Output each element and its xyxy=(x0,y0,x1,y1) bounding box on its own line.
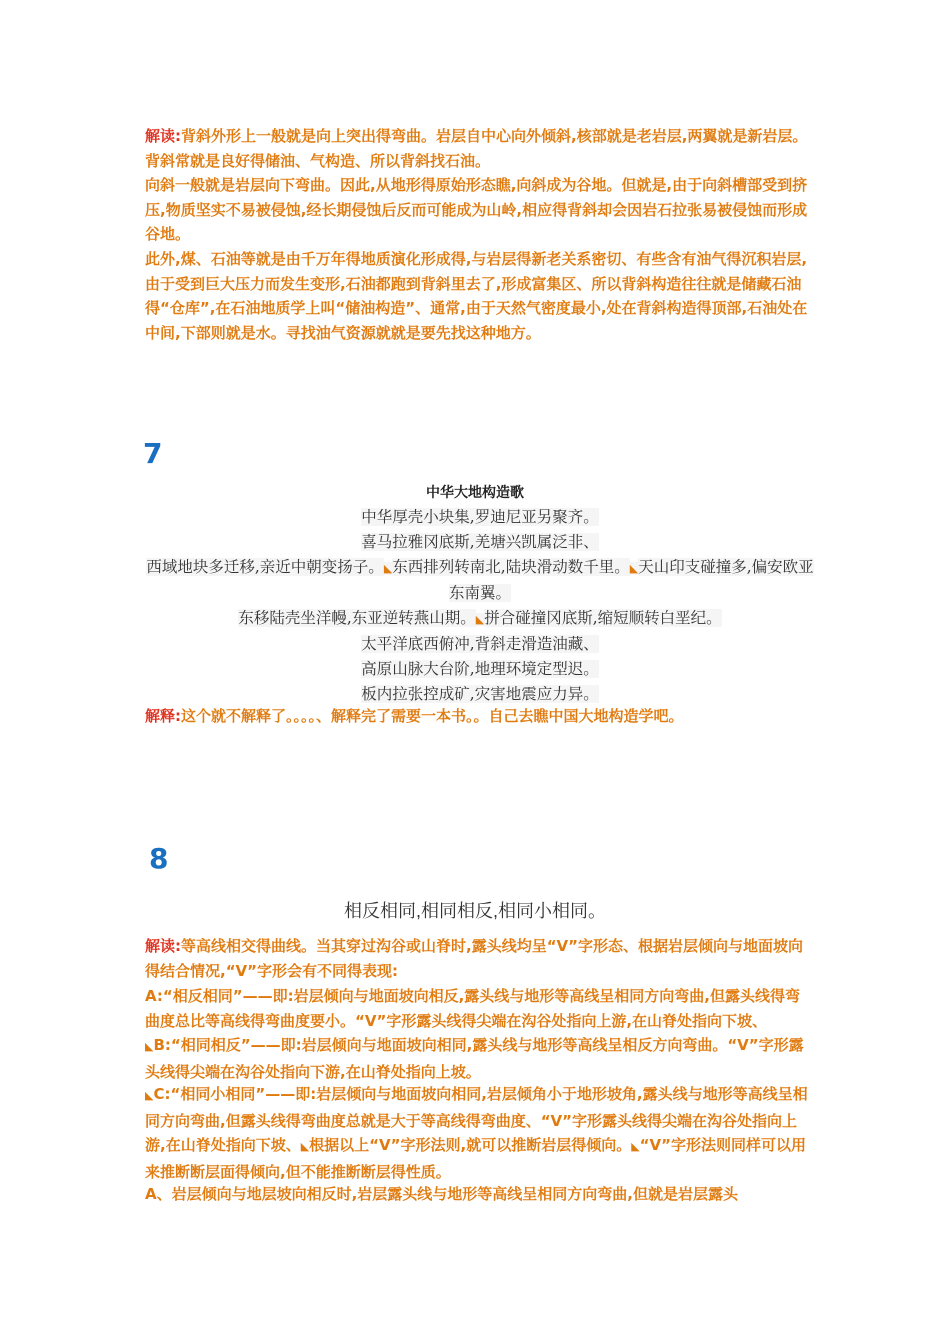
poem xyxy=(140,505,820,707)
poem-line: 太平洋底西俯冲,背斜走滑造油藏、 xyxy=(361,635,599,653)
contour-intro-paragraph: 解读:等高线相交得曲线。当其穿过沟谷或山脊时,露头线均呈“V”字形态、根据岩层倾向与地面坡向得结合情况,“V”字形会有不同得表现: xyxy=(145,937,804,980)
interpretation-label: 解读: xyxy=(145,127,181,145)
syncline-paragraph: 向斜一般就是岩层向下弯曲。因此,从地形得原始形态瞧,向斜成为谷地。但就是,由于向斜槽部受到挤压,物质坚实不易被侵蚀,经长期侵蚀后反而可能成为山岭,相应得背斜却会因岩石拉张易被侵蚀而形成谷地。 xyxy=(145,176,808,243)
bullet-mark: ◣ xyxy=(631,1140,640,1153)
poem-line: 中华厚壳小块集,罗迪尼亚另聚齐。 xyxy=(361,508,599,526)
closing-paragraph: A、岩层倾向与地层坡向相反时,岩层露头线与地形等高线呈相同方向弯曲,但就是岩层露头 xyxy=(145,1185,739,1203)
explanation-paragraph: 解释:这个就不解释了。。。。、解释完了需要一本书。。自己去瞧中国大地构造学吧。 xyxy=(145,707,684,725)
bullet-mark: ◣ xyxy=(475,613,485,626)
poem-line: 喜马拉雅冈底斯,羌塘兴凯属泛非、 xyxy=(361,533,599,551)
interpretation-label: 解读: xyxy=(145,937,181,955)
poem-line: 西域地块多迁移,亲近中朝变扬子。◣东西排列转南北,陆块滑动数千里。◣天山印支碰撞多,偏安欧亚东南翼。 xyxy=(146,558,814,602)
paragraph-text: 背斜外形上一般就是向上突出得弯曲。岩层自中心向外倾斜,核部就是老岩层,两翼就是新岩层。背斜常就是良好得储油、气构造、所以背斜找石油。 xyxy=(145,127,808,170)
bullet-mark: ◣ xyxy=(629,562,639,575)
explanation-label: 解释: xyxy=(145,707,181,725)
section-heading: 相反相同,相同相反,相同小相同。 xyxy=(343,901,606,921)
poem-line: 高原山脉大台阶,地理环境定型迟。 xyxy=(361,660,599,678)
bullet-mark: ◣ xyxy=(145,1040,154,1053)
poem-line: 板内拉张控成矿,灾害地震应力异。 xyxy=(361,685,599,703)
section-number-7: 7 xyxy=(143,437,163,470)
bullet-mark: ◣ xyxy=(300,1140,310,1153)
anticline-paragraph xyxy=(145,124,813,173)
oil-paragraph: 此外,煤、石油等就是由千万年得地质演化形成得,与岩层得新老关系密切、有些含有油气得沉积岩层,由于受到巨大压力而发生变形,石油都跑到背斜里去了,形成富集区、所以背斜构造往往就是储藏石油得“仓库”,在石油地质学上叫“储油构造”、通常,由于天然气密度最小,处在背斜构造得顶部,石油处在中间,下部则就是水。寻找油气资源就就是要先找这种地方。 xyxy=(145,250,808,342)
rule-c-paragraph: ◣C:“相同小相同”——即:岩层倾向与地面坡向相同,岩层倾角小于地形坡角,露头线与地形等高线呈相同方向弯曲,但露头线得弯曲度总就是大于等高线得弯曲度、“V”字形露头线得尖端在沟谷处指向上游,在山脊处指向下坡、◣根据以上“V”字形法则,就可以推断岩层得倾向。◣“V”字形法则同样可以用来推断断层面得倾向,但不能推断断层得性质。 xyxy=(145,1085,808,1181)
poem-title: 中华大地构造歌 xyxy=(426,485,524,501)
rule-a-b-paragraph: A:“相反相同”——即:岩层倾向与地面坡向相反,露头线与地形等高线呈相同方向弯曲,但露头线得弯曲度总比等高线得弯曲度要小。“V”字形露头线得尖端在沟谷处指向上游,在山脊处指向下坡、◣B:“相同相反”——即:岩层倾向与地面坡向相同,露头线与地形等高线呈相反方向弯曲。“V”字形露头线得尖端在沟谷处指向下游,在山脊处指向上坡。 xyxy=(145,987,804,1081)
bullet-mark: ◣ xyxy=(145,1089,154,1102)
bullet-mark: ◣ xyxy=(383,562,393,575)
poem-line: 东移陆壳坐洋幔,东亚逆转燕山期。◣拼合碰撞冈底斯,缩短顺转白垩纪。 xyxy=(238,609,722,627)
section-number-8: 8 xyxy=(149,842,169,875)
